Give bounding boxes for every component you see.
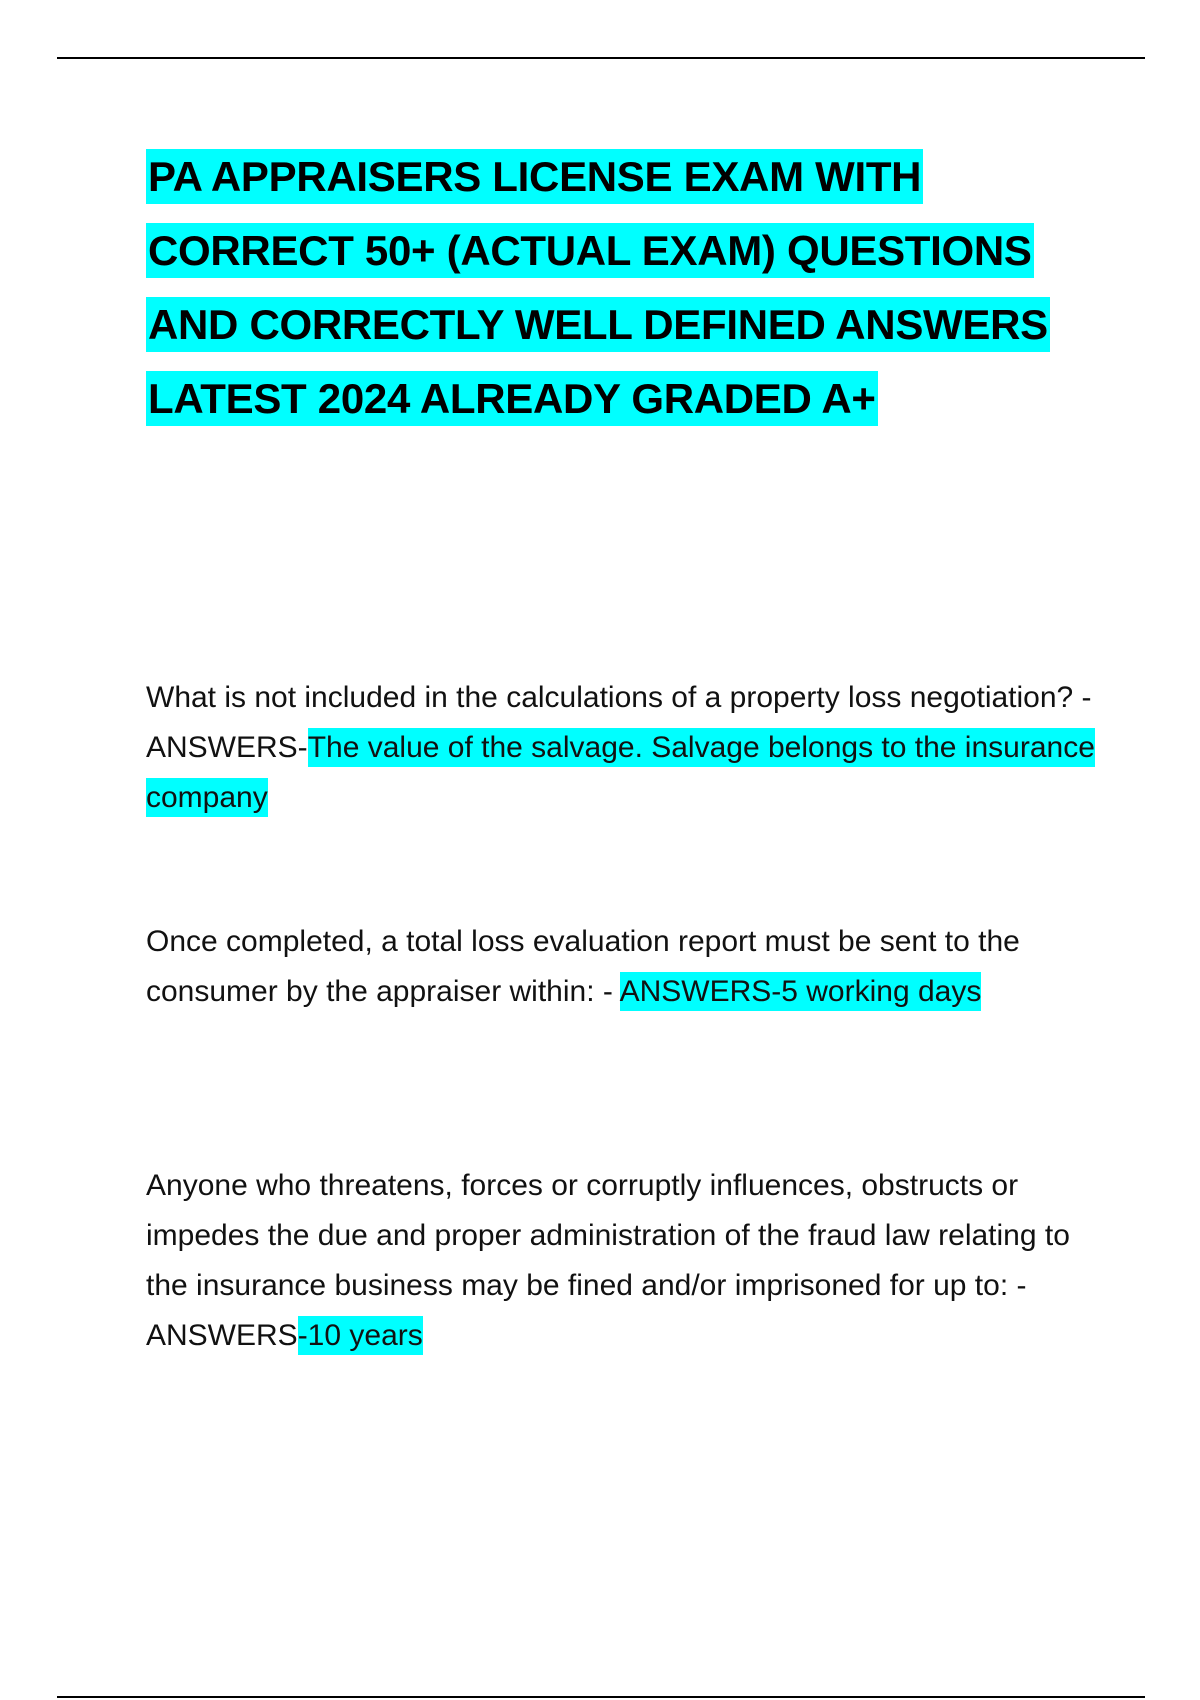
question-text: What is not included in the calculations of a property loss negotiation? - ANSWERS- [146,681,1092,764]
answer-text: -10 years [298,1316,423,1355]
document-title-highlight: PA APPRAISERS LICENSE EXAM WITH CORRECT 50+ (ACTUAL EXAM) QUESTIONS AND CORRECTLY WELL DEFINED ANSWERS LATEST 2024 ALREADY GRADED A+ [146,149,1050,426]
answer-text: The value of the salvage. Salvage belongs to the insurance company [146,728,1095,817]
question-text: Anyone who threatens, forces or corruptly influences, obstructs or impedes the due and proper administration of the fraud law relating to the insurance business may be fined and/or imprisoned for up to: - ANSWERS [146,1169,1070,1352]
document-title [146,140,1106,436]
top-rule [57,57,1145,59]
answer-text: ANSWERS-5 working days [620,972,982,1011]
qa-item-fraud-penalty [146,1161,1096,1361]
qa-item-total-loss-report [146,917,1096,1017]
qa-item-salvage [146,673,1096,823]
bottom-rule [57,1696,1145,1698]
question-text: Once completed, a total loss evaluation report must be sent to the consumer by the appraiser within: - [146,925,1020,1008]
